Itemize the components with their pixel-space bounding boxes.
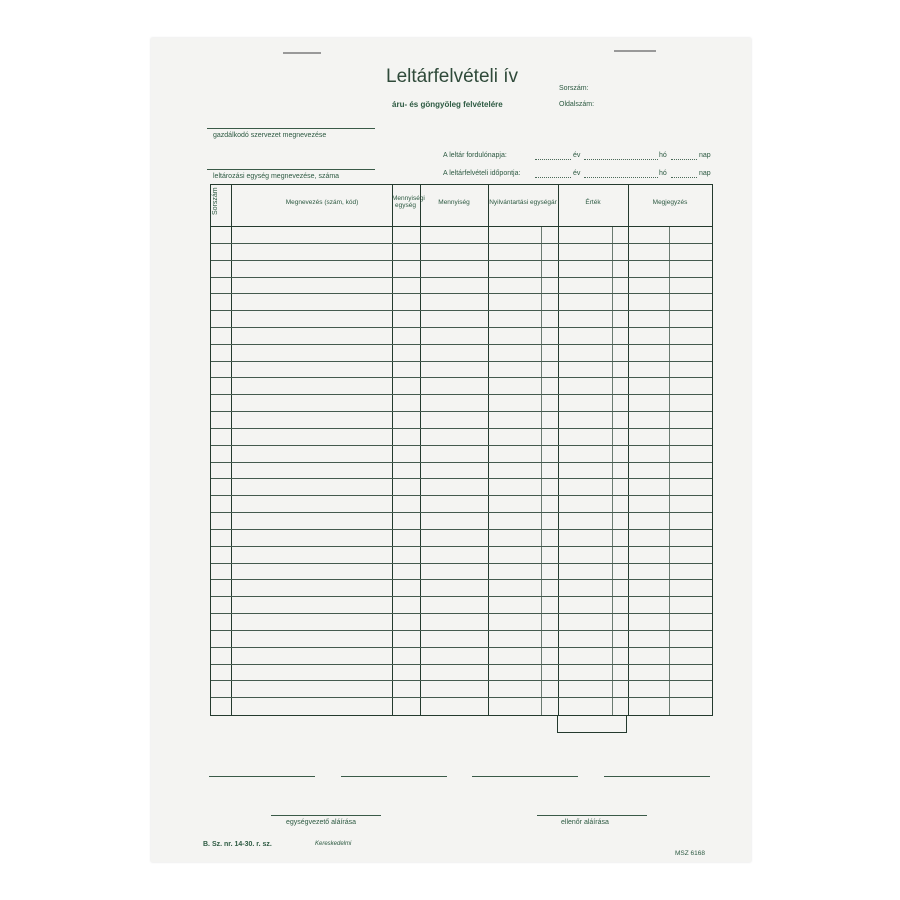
ho-label: hó <box>659 152 667 159</box>
table-subcolumn-divider <box>612 226 613 715</box>
date-year-field[interactable] <box>535 159 571 160</box>
org-line[interactable] <box>207 128 375 129</box>
ho-label: hó <box>659 170 667 177</box>
table-row-divider <box>211 647 712 648</box>
table-row-divider <box>211 243 712 244</box>
tape-mark <box>283 52 321 54</box>
turning-date-label: A leltár fordulónapja: <box>443 152 507 159</box>
col-header-sorszam: Sorszám <box>212 187 219 215</box>
table-row-divider <box>211 462 712 463</box>
table-header-divider <box>211 226 712 227</box>
table-row-divider <box>211 596 712 597</box>
signature-line[interactable] <box>472 776 578 777</box>
table-row-divider <box>211 411 712 412</box>
table-row-divider <box>211 445 712 446</box>
nap-label: nap <box>699 152 711 159</box>
table-row-divider <box>211 664 712 665</box>
tape-mark <box>614 50 656 52</box>
table-row-divider <box>211 630 712 631</box>
kereskedelmi-label: Kereskedelmi <box>315 841 352 847</box>
table-subcolumn-divider <box>669 226 670 715</box>
table-row-divider <box>211 613 712 614</box>
inventory-table <box>210 184 713 716</box>
print-code: B. Sz. nr. 14-30. r. sz. <box>203 841 272 848</box>
record-month-field[interactable] <box>584 177 658 178</box>
table-row-divider <box>211 394 712 395</box>
col-header-ertek: Érték <box>585 199 601 206</box>
ev-label: év <box>573 152 581 159</box>
ertek-total-cell[interactable] <box>557 716 627 733</box>
sign2-line[interactable] <box>537 815 647 816</box>
table-subcolumn-divider <box>541 226 542 715</box>
oldalszam-label: Oldalszám: <box>559 101 595 108</box>
record-date-label: A leltárfelvételi időpontja: <box>443 170 521 177</box>
form-title: Leltárfelvételi ív <box>386 66 519 87</box>
col-header-egysegar: Nyilvántartási egységár <box>489 199 557 206</box>
col-header-megnevezes: Megnevezés (szám, kód) <box>285 199 359 206</box>
col-header-megjegyzes: Megjegyzés <box>652 199 688 206</box>
org-label: gazdálkodó szervezet megnevezése <box>213 132 327 139</box>
form-subtitle: áru- és göngyöleg felvételére <box>392 100 503 109</box>
col-header-mennyisegi-egyseg: Mennyiségi egység <box>392 195 425 209</box>
form-sheet <box>151 38 751 862</box>
date-day-field[interactable] <box>671 159 697 160</box>
ev-label: év <box>573 170 581 177</box>
col-header-mennyiseg: Mennyiség <box>438 199 470 206</box>
table-row-divider <box>211 377 712 378</box>
record-day-field[interactable] <box>671 177 697 178</box>
table-row-divider <box>211 327 712 328</box>
table-column-divider <box>420 185 421 715</box>
record-year-field[interactable] <box>535 177 571 178</box>
sign1-label: egységvezető aláírása <box>286 819 357 826</box>
table-column-divider <box>558 185 559 715</box>
table-column-divider <box>392 185 393 715</box>
signature-line[interactable] <box>604 776 710 777</box>
sorszam-label: Sorszám: <box>559 85 589 92</box>
date-month-field[interactable] <box>584 159 658 160</box>
signature-line[interactable] <box>341 776 447 777</box>
table-row-divider <box>211 546 712 547</box>
table-row-divider <box>211 293 712 294</box>
table-column-divider <box>628 185 629 715</box>
table-row-divider <box>211 680 712 681</box>
msz-code: MSZ 6168 <box>675 850 705 857</box>
table-row-divider <box>211 495 712 496</box>
table-column-divider <box>231 185 232 715</box>
table-row-divider <box>211 563 712 564</box>
table-row-divider <box>211 361 712 362</box>
table-row-divider <box>211 277 712 278</box>
unit-line[interactable] <box>207 169 375 170</box>
sign2-label: ellenőr aláírása <box>561 819 609 826</box>
nap-label: nap <box>699 170 711 177</box>
table-row-divider <box>211 310 712 311</box>
signature-line[interactable] <box>209 776 315 777</box>
sign1-line[interactable] <box>271 815 381 816</box>
table-row-divider <box>211 579 712 580</box>
table-row-divider <box>211 428 712 429</box>
table-row-divider <box>211 260 712 261</box>
table-row-divider <box>211 697 712 698</box>
table-row-divider <box>211 344 712 345</box>
unit-label: leltározási egység megnevezése, száma <box>213 173 340 180</box>
table-row-divider <box>211 529 712 530</box>
table-column-divider <box>488 185 489 715</box>
table-row-divider <box>211 512 712 513</box>
table-row-divider <box>211 478 712 479</box>
